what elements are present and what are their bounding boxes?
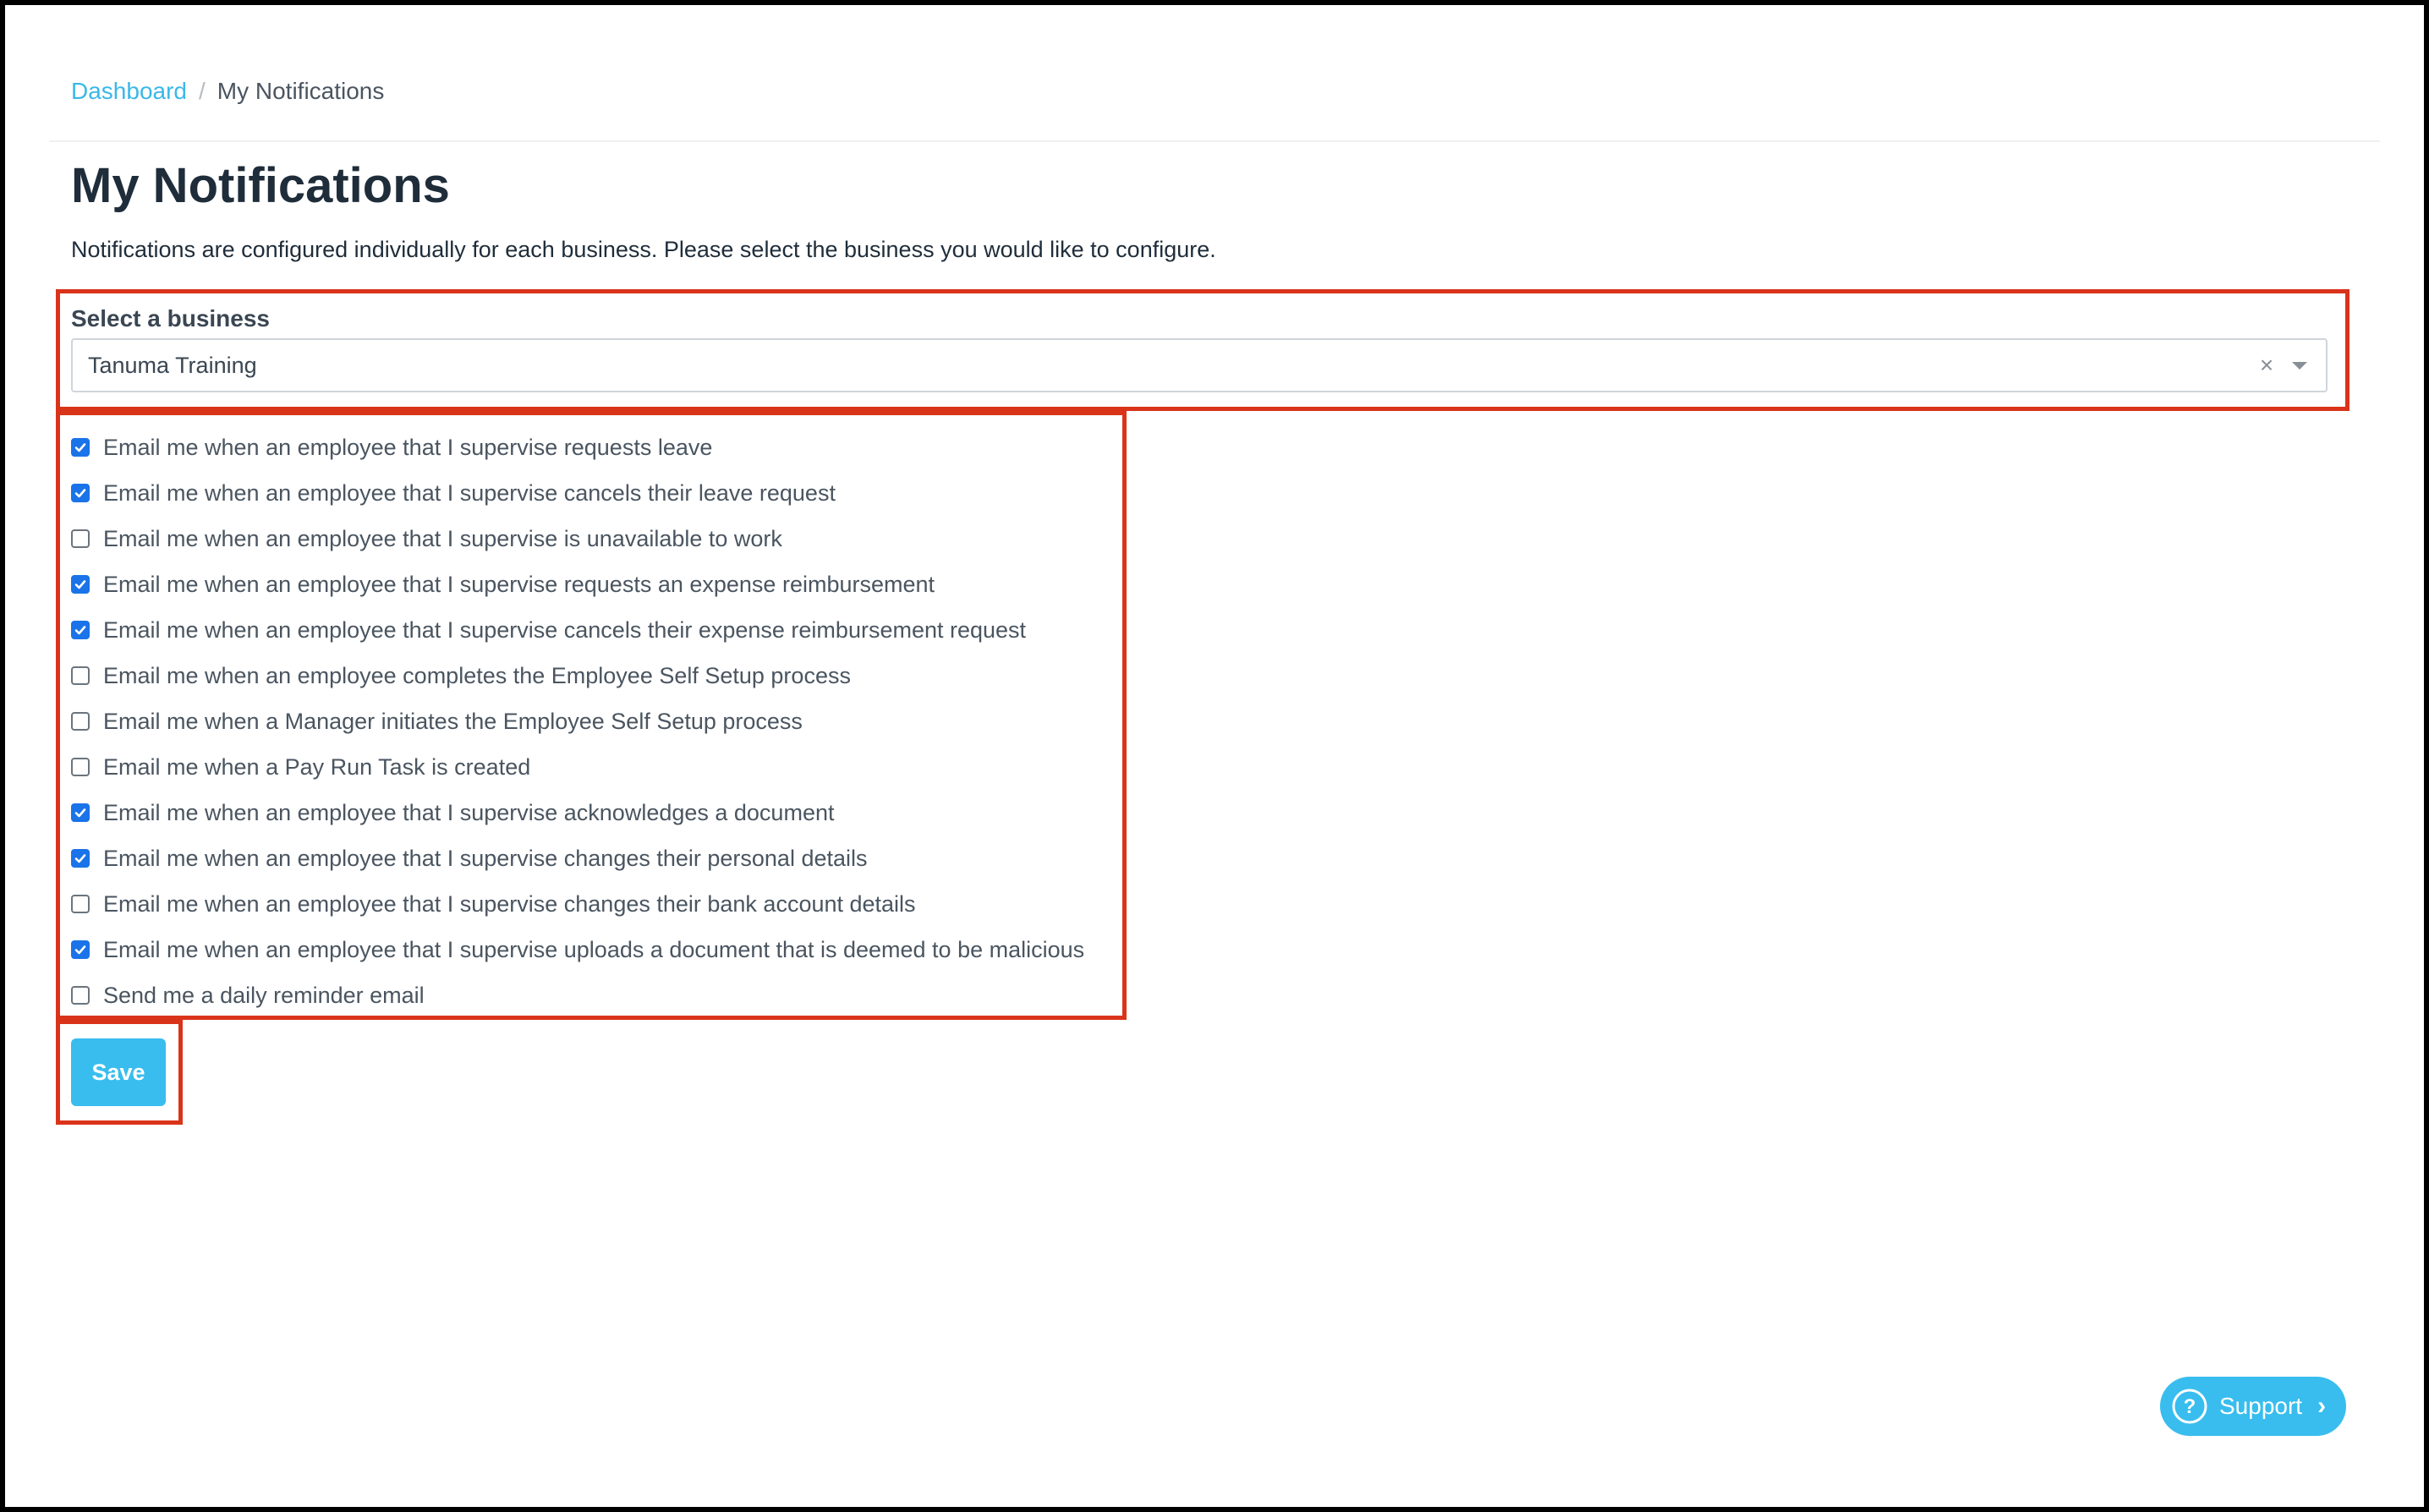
question-circle-icon: [2170, 1387, 2209, 1426]
notification-option[interactable]: [71, 698, 1084, 744]
notification-option[interactable]: [71, 881, 1084, 927]
notification-option-label: Email me when a Manager initiates the Employee Self Setup process: [103, 709, 803, 734]
notification-option[interactable]: [71, 470, 1084, 516]
notification-option-label: Email me when an employee completes the Employee Self Setup process: [103, 663, 851, 688]
business-select-label: Select a business: [71, 305, 271, 331]
notification-option-label: Email me when an employee that I supervise cancels their expense reimbursement request: [103, 617, 1027, 643]
checkbox-unchecked[interactable]: [71, 758, 90, 776]
notification-option[interactable]: [71, 927, 1084, 972]
page-title: My Notifications: [71, 158, 450, 213]
business-select[interactable]: [71, 338, 2328, 392]
notification-option[interactable]: [71, 972, 1084, 1018]
notification-checklist: [71, 425, 1084, 1018]
notification-option[interactable]: [71, 562, 1084, 607]
business-select-value: Tanuma Training: [88, 352, 257, 378]
checkbox-unchecked[interactable]: [71, 666, 90, 685]
notification-option-label: Email me when an employee that I supervise acknowledges a document: [103, 800, 835, 825]
checkbox-checked[interactable]: [71, 621, 90, 639]
page-intro: Notifications are configured individually for each business. Please select the business you would like to configure.: [71, 237, 1216, 262]
checkbox-checked[interactable]: [71, 438, 90, 457]
checkmark-icon: [74, 578, 87, 591]
checkmark-icon: [74, 806, 87, 819]
breadcrumb-dashboard-link[interactable]: Dashboard: [71, 78, 187, 104]
checkmark-icon: [74, 441, 87, 454]
checkbox-unchecked[interactable]: [71, 895, 90, 913]
checkbox-unchecked[interactable]: [71, 986, 90, 1005]
chevron-right-icon: ›: [2317, 1392, 2327, 1420]
checkmark-icon: [74, 623, 87, 637]
checkbox-unchecked[interactable]: [71, 529, 90, 548]
notification-option[interactable]: [71, 607, 1084, 653]
header-divider: [49, 140, 2380, 142]
notification-option-label: Email me when an employee that I supervise is unavailable to work: [103, 526, 782, 551]
notification-option-label: Email me when an employee that I supervise changes their bank account details: [103, 891, 916, 917]
breadcrumb: [71, 74, 384, 108]
notification-option[interactable]: [71, 653, 1084, 698]
notification-option-label: Email me when an employee that I supervise requests an expense reimbursement: [103, 572, 935, 597]
notification-option-label: Email me when an employee that I supervise uploads a document that is deemed to be malicious: [103, 937, 1085, 962]
breadcrumb-current: My Notifications: [217, 78, 385, 104]
notification-option[interactable]: [71, 744, 1084, 790]
checkmark-icon: [74, 943, 87, 956]
checkbox-checked[interactable]: [71, 940, 90, 959]
clear-selection-icon[interactable]: ×: [2259, 352, 2274, 378]
notification-option-label: Email me when an employee that I supervise changes their personal details: [103, 846, 868, 871]
chevron-down-icon[interactable]: [2292, 362, 2307, 370]
svg-text:?: ?: [2183, 1395, 2196, 1418]
breadcrumb-separator: /: [198, 78, 206, 104]
support-label: Support: [2219, 1393, 2303, 1419]
notification-option[interactable]: [71, 516, 1084, 562]
save-button[interactable]: Save: [71, 1038, 166, 1106]
checkbox-checked[interactable]: [71, 575, 90, 594]
checkbox-checked[interactable]: [71, 849, 90, 868]
notification-option[interactable]: [71, 835, 1084, 881]
checkbox-checked[interactable]: [71, 803, 90, 822]
notification-option[interactable]: [71, 425, 1084, 470]
checkbox-unchecked[interactable]: [71, 712, 90, 731]
checkmark-icon: [74, 486, 87, 500]
notification-option-label: Email me when a Pay Run Task is created: [103, 754, 531, 780]
notification-option-label: Email me when an employee that I supervise cancels their leave request: [103, 480, 836, 506]
notification-option[interactable]: [71, 790, 1084, 835]
notification-option-label: Send me a daily reminder email: [103, 983, 425, 1008]
support-button[interactable]: [2160, 1377, 2346, 1436]
checkmark-icon: [74, 852, 87, 865]
notification-option-label: Email me when an employee that I supervise requests leave: [103, 435, 713, 460]
checkbox-checked[interactable]: [71, 484, 90, 502]
